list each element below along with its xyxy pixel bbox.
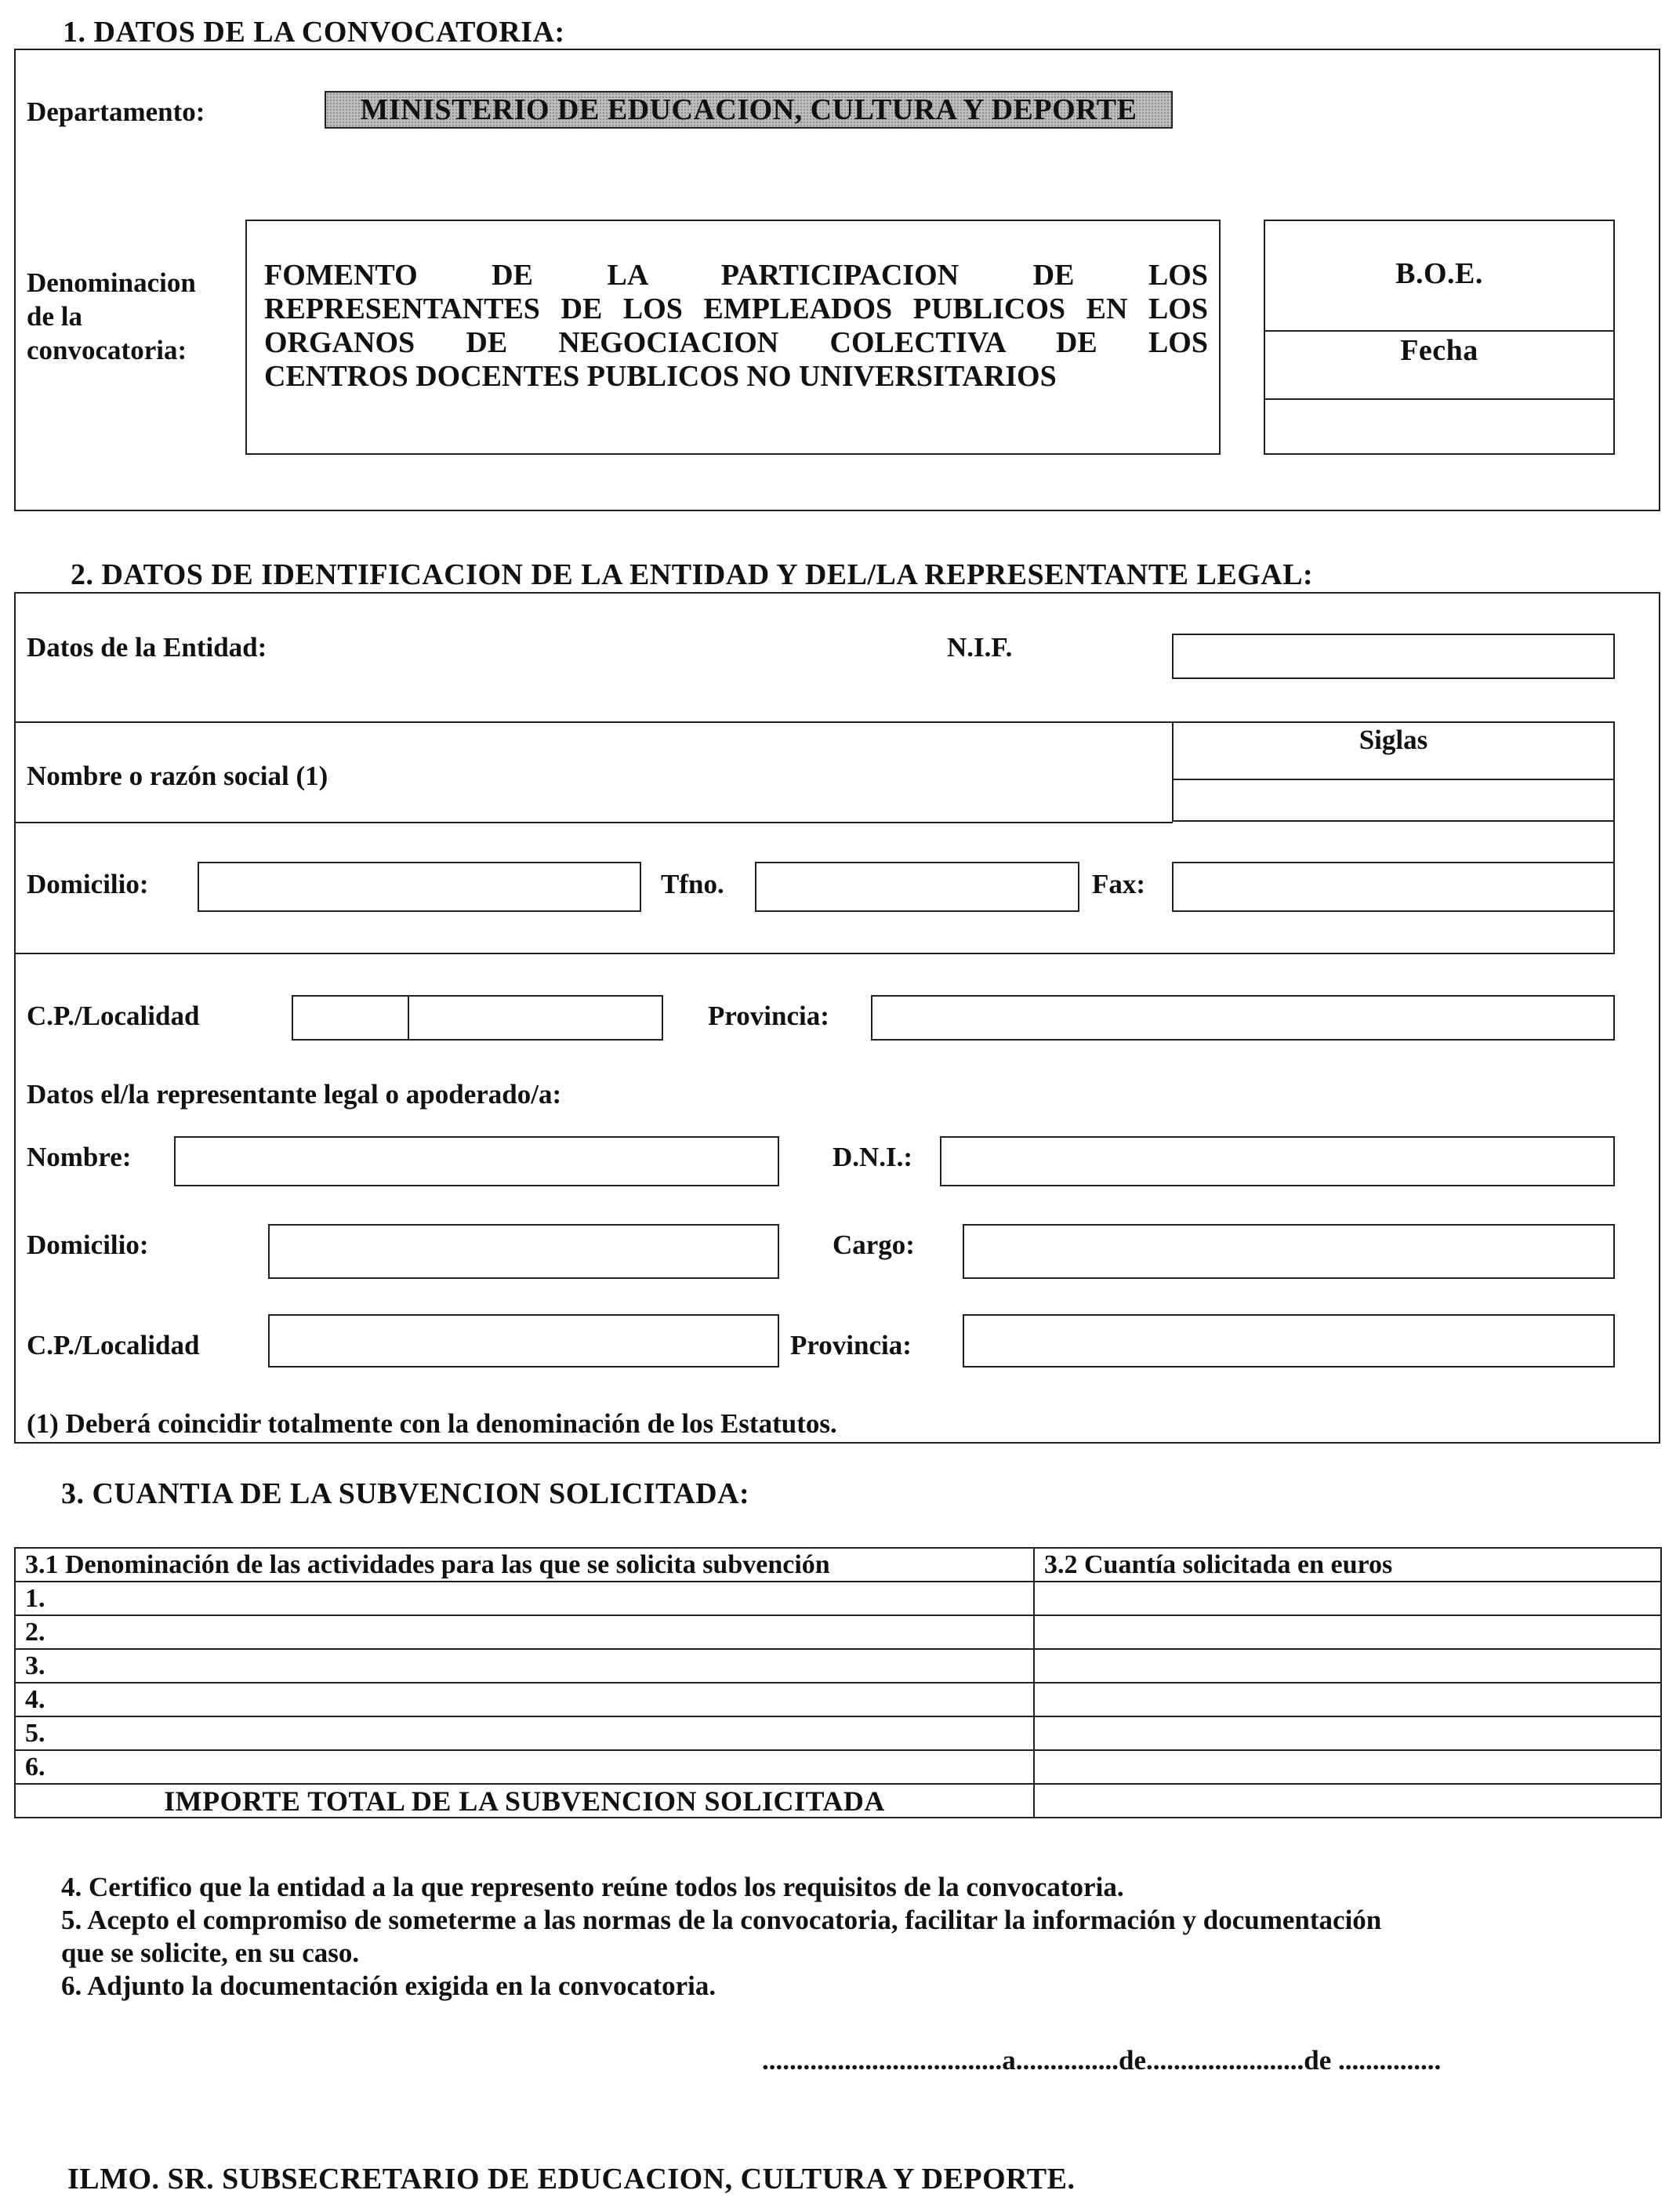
datos-entidad-label: Datos de la Entidad: [27,632,267,663]
nombre-razon-label: Nombre o razón social (1) [27,761,328,791]
actividad-cell[interactable]: 3. [15,1649,1034,1683]
actividad-cell[interactable]: 1. [15,1582,1034,1615]
cargo-label: Cargo: [833,1229,915,1260]
table-total-row [15,1784,1661,1818]
provincia-rep-field[interactable] [963,1314,1615,1368]
actividad-cell[interactable]: 6. [15,1750,1034,1784]
certification-6: 6. Adjunto la documentación exigida en la convocatoria. [61,1970,716,2001]
denominacion-value-box [245,220,1221,455]
siglas-label: Siglas [1359,725,1428,755]
departamento-label: Departamento: [27,96,205,127]
importe-total-label: IMPORTE TOTAL DE LA SUBVENCION SOLICITADA [15,1784,1034,1818]
domicilio-rep-label: Domicilio: [27,1229,149,1260]
cp-localidad-rep-label: C.P./Localidad [27,1330,200,1360]
cargo-field[interactable] [963,1224,1615,1279]
cp-localidad-divider [408,995,409,1041]
denominacion-line: ORGANOS DE NEGOCIACION COLECTIVA DE LOS [264,326,1208,359]
fax-field[interactable] [1172,862,1615,912]
nif-field[interactable] [1172,634,1615,679]
addressee: ILMO. SR. SUBSECRETARIO DE EDUCACION, CULTURA Y DEPORTE. [67,2163,1076,2196]
siglas-field[interactable] [1174,780,1613,820]
table-row [15,1615,1661,1649]
cuantia-cell[interactable] [1034,1750,1661,1784]
nif-label: N.I.F. [947,632,1013,663]
certifications [61,1871,1381,2003]
table-header-row [15,1548,1661,1582]
boe-divider [1264,330,1615,332]
cuantia-cell[interactable] [1034,1683,1661,1716]
dni-label: D.N.I.: [833,1142,913,1172]
domicilio-field[interactable] [198,862,641,912]
actividad-cell[interactable]: 4. [15,1683,1034,1716]
domicilio-label: Domicilio: [27,869,149,899]
provincia-field[interactable] [871,995,1615,1041]
section-3-heading: 3. CUANTIA DE LA SUBVENCION SOLICITADA: [61,1477,750,1510]
domicilio-band-bottom [14,953,1615,954]
section-2-heading: 2. DATOS DE IDENTIFICACION DE LA ENTIDAD Y DEL/LA REPRESENTANTE LEGAL: [71,558,1314,591]
importe-total-cell[interactable] [1034,1784,1661,1818]
nombre-razon-field[interactable] [16,723,1170,820]
table-row [15,1750,1661,1784]
actividad-cell[interactable]: 5. [15,1716,1034,1750]
tfno-field[interactable] [755,862,1079,912]
provincia-rep-label: Provincia: [790,1330,912,1360]
provincia-label: Provincia: [708,1001,829,1031]
denominacion-label: Denominacion de la convocatoria: [27,267,196,365]
boe-label: B.O.E. [1395,257,1483,290]
column-header-cuantia: 3.2 Cuantía solicitada en euros [1034,1548,1661,1582]
footnote: (1) Deberá coincidir totalmente con la denominación de los Estatutos. [27,1408,837,1439]
boe-fecha-field[interactable] [1265,400,1613,453]
table-row [15,1683,1661,1716]
certification-4: 4. Certifico que la entidad a la que represento reúne todos los requisitos de la convocatoria. [61,1872,1124,1902]
table-row [15,1582,1661,1615]
dni-field[interactable] [940,1136,1615,1186]
section-1-heading: 1. DATOS DE LA CONVOCATORIA: [63,16,565,49]
cp-localidad-label: C.P./Localidad [27,1001,200,1031]
fax-label: Fax: [1092,869,1146,899]
datos-representante-label: Datos el/la representante legal o apoderado/a: [27,1079,562,1110]
table-row [15,1649,1661,1683]
domicilio-rep-field[interactable] [268,1224,779,1279]
cp-localidad-rep-field[interactable] [268,1314,779,1368]
subvencion-table [14,1547,1662,1818]
cp-localidad-field[interactable] [292,995,663,1041]
denominacion-line: REPRESENTANTES DE LOS EMPLEADOS PUBLICOS EN LOS [264,292,1208,325]
actividad-cell[interactable]: 2. [15,1615,1034,1649]
tfno-label: Tfno. [661,869,724,899]
nombre-field[interactable] [174,1136,779,1186]
cuantia-cell[interactable] [1034,1615,1661,1649]
signature-date-line[interactable]: ...................................a...............de.......................de ............... [762,2045,1442,2076]
cuantia-cell[interactable] [1034,1716,1661,1750]
entidad-band-bottom [14,822,1173,823]
certification-5: 5. Acepto el compromiso de someterme a las normas de la convocatoria, facilitar la información y documentación [61,1905,1382,1935]
cuantia-cell[interactable] [1034,1649,1661,1683]
denominacion-line: FOMENTO DE LA PARTICIPACION DE LOS [264,259,1208,292]
column-header-actividades: 3.1 Denominación de las actividades para las que se solicita subvención [15,1548,1034,1582]
denominacion-line: CENTROS DOCENTES PUBLICOS NO UNIVERSITARIOS [264,360,1057,393]
fecha-label: Fecha [1400,334,1478,367]
certification-5-cont: que se solicite, en su caso. [61,1938,360,1968]
departamento-value: MINISTERIO DE EDUCACION, CULTURA Y DEPORTE [325,91,1173,129]
nombre-label: Nombre: [27,1142,132,1172]
table-row [15,1716,1661,1750]
cuantia-cell[interactable] [1034,1582,1661,1615]
